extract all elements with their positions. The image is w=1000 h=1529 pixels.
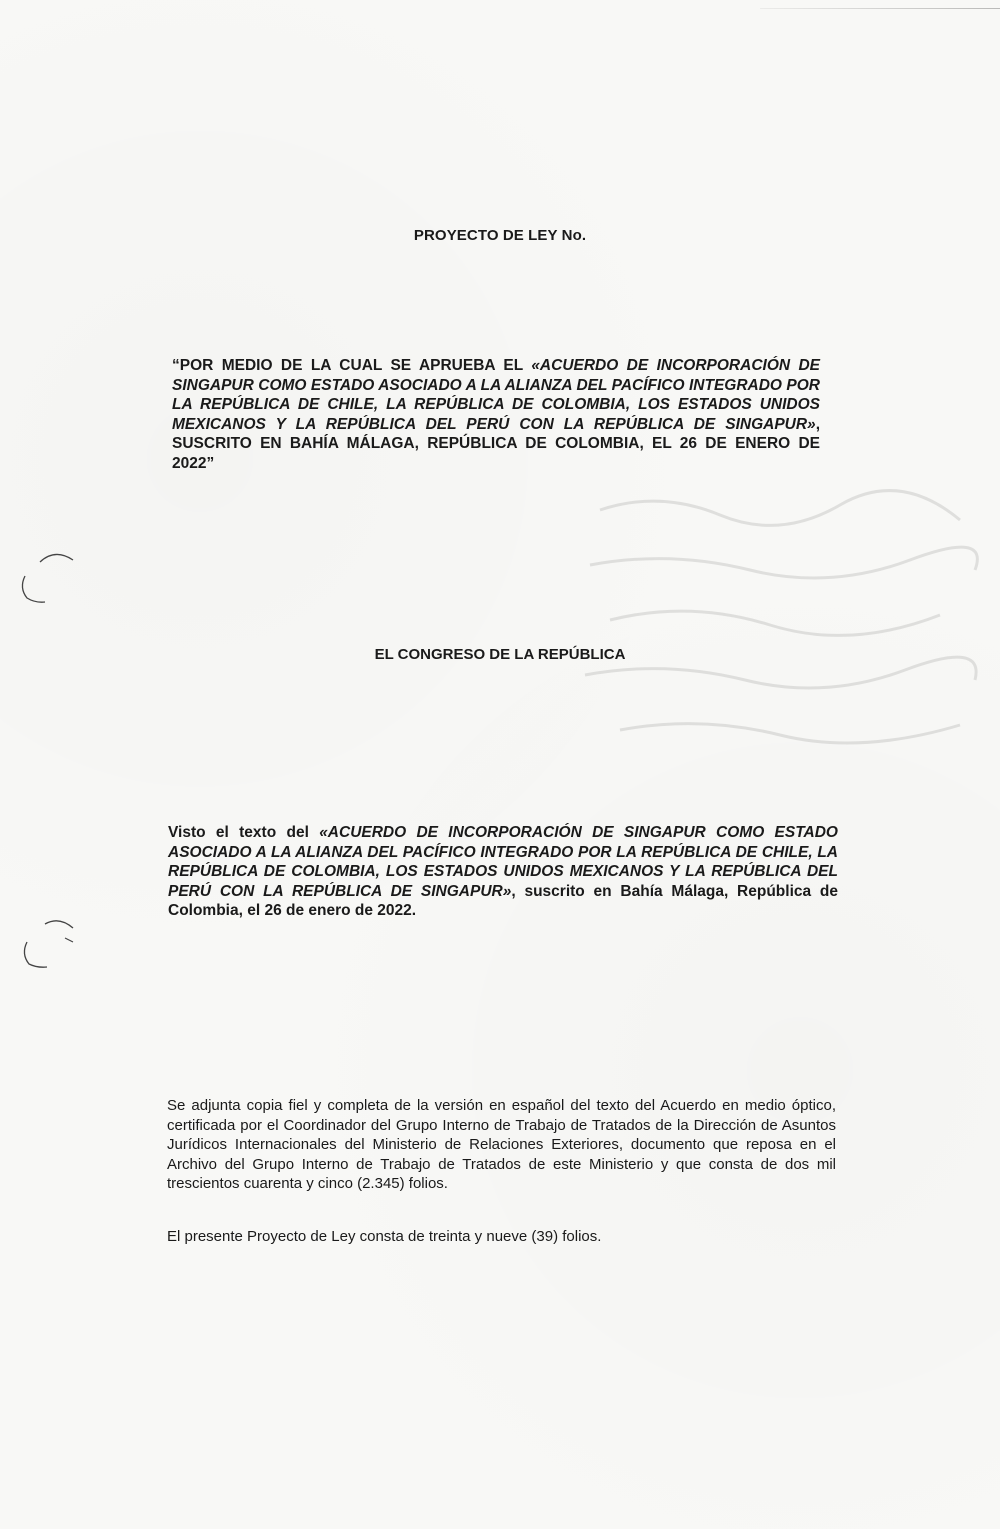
bleed-through-handwriting [580,470,980,790]
visto-open: Visto el texto del [168,824,320,841]
congress-heading: EL CONGRESO DE LA REPÚBLICA [374,646,626,663]
heading-agreement-title: «ACUERDO DE INCORPORACIÓN DE SINGAPUR COMO ESTADO ASOCIADO A LA ALIANZA DEL PACÍFICO INTEGRADO POR LA REPÚBLICA DE CHILE, LA REPÚBLICA DE COLOMBIA, LOS ESTADOS UNIDOS MEXICANOS Y LA REPÚBLICA DEL PERÚ CON LA REPÚBLICA DE SINGAPUR» [172,357,820,433]
punch-hole-mark-upper [15,548,85,608]
law-heading [172,356,820,473]
punch-hole-mark-lower [15,912,85,972]
heading-close: , SUSCRITO EN BAHÍA MÁLAGA, REPÚBLICA DE COLOMBIA, EL 26 DE ENERO DE 2022” [172,415,820,472]
visto-close: , suscrito en Bahía Málaga, República de Colombia, el 26 de enero de 2022. [168,882,839,919]
visto-agreement-title: «ACUERDO DE INCORPORACIÓN DE SINGAPUR COMO ESTADO ASOCIADO A LA ALIANZA DEL PACÍFICO INTEGRADO POR LA REPÚBLICA DE CHILE, LA REPÚBLICA DE COLOMBIA, LOS ESTADOS UNIDOS MEXICANOS Y LA REPÚBLICA DEL PERÚ CON LA REPÚBLICA DE SINGAPUR» [168,824,838,900]
heading-open: “POR MEDIO DE LA CUAL SE APRUEBA EL [172,357,532,374]
document-title: PROYECTO DE LEY No. [413,227,587,244]
paragraph-adjunta: Se adjunta copia fiel y completa de la versión en español del texto del Acuerdo en medio óptico, certificada por el Coordinador del Grupo Interno de Trabajo de Tratados de la Dirección de Asuntos Jurídicos Internacionales del Ministerio de Relaciones Exteriores, documento que reposa en el Archivo del Grupo Interno de Trabajo de Tratados de este Ministerio y que consta de dos mil trescientos cuarenta y cinco (2.345) folios. [167,1097,836,1192]
paragraph-folios: El presente Proyecto de Ley consta de treinta y nueve (39) folios. [167,1228,602,1245]
visto-paragraph [168,823,838,921]
scan-artifact-line [760,8,1000,9]
